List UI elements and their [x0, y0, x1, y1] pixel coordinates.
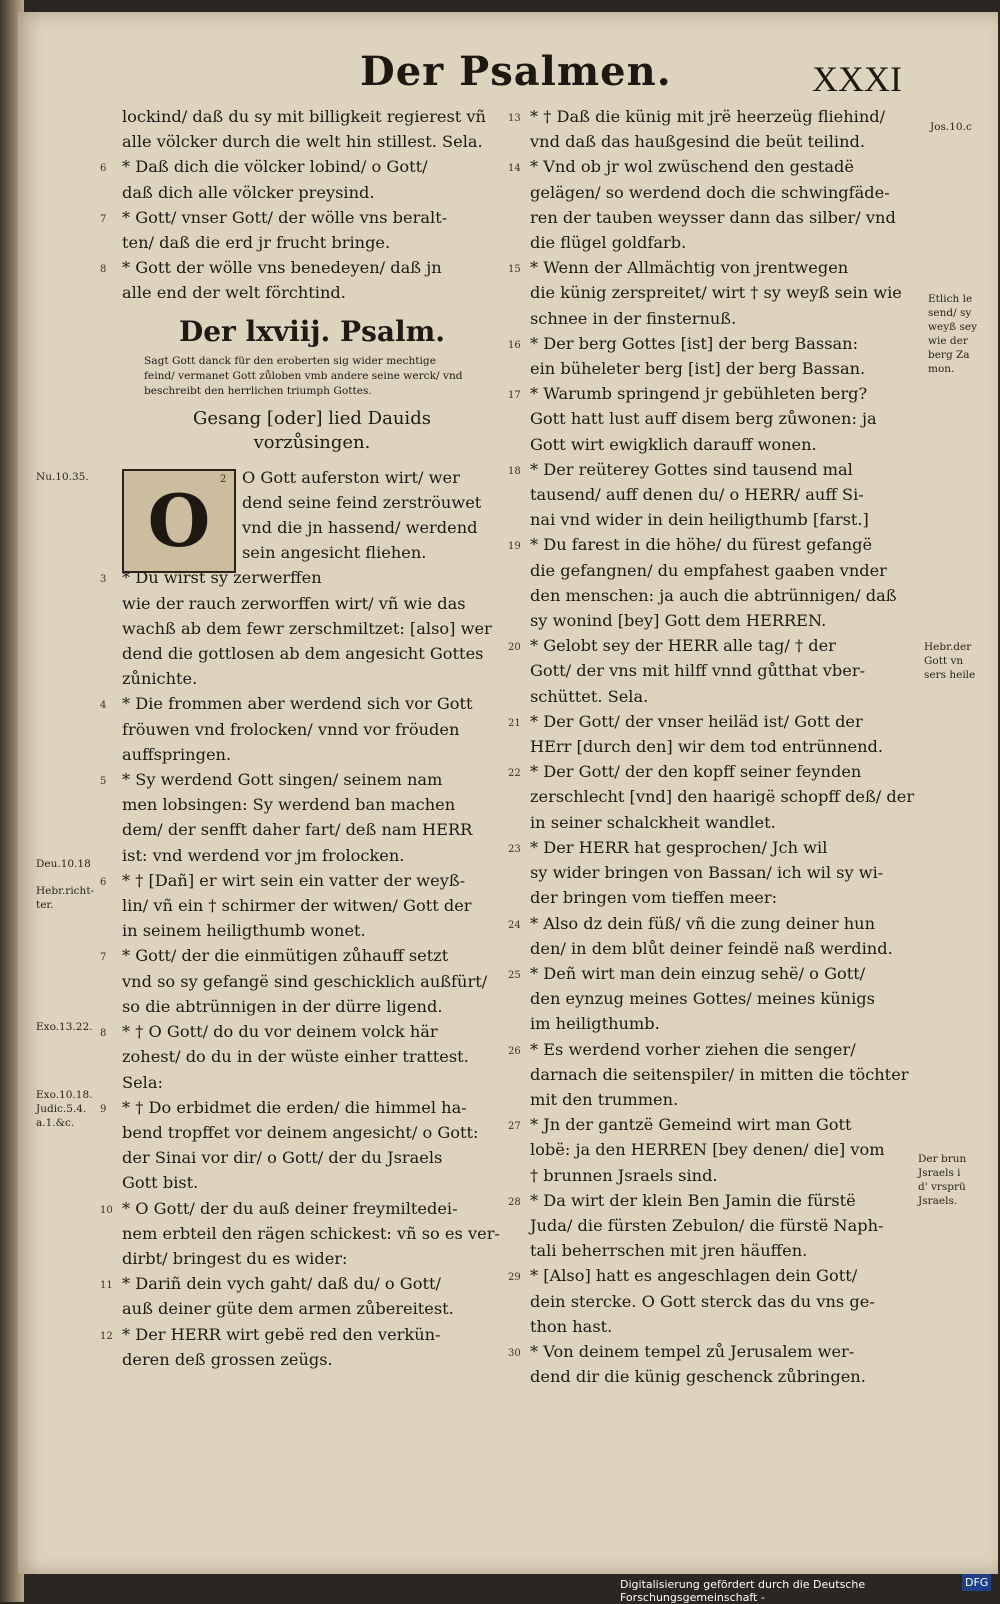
verse-initial [220, 465, 502, 566]
text-line: alle end der welt förchtind. [122, 283, 346, 303]
verse-number: 2 [220, 473, 227, 485]
text-line: zohest/ do du in der wüste einher trattest. [122, 1047, 469, 1067]
text-line: den/ in dem blůt deiner feindë naß werdind. [530, 938, 893, 958]
margin-note-line: a.1.&c. [36, 1117, 75, 1129]
margin-note-line: Judic.5.4. [36, 1103, 87, 1115]
verse-number: 10 [100, 1204, 113, 1216]
text-line: nem erbteil den rägen schickest: vñ so es ver- [122, 1223, 500, 1243]
text-line: daß dich alle völcker preysind. [122, 182, 375, 202]
text-line: auffspringen. [122, 744, 232, 764]
verse [100, 691, 502, 767]
verse-number: 22 [508, 768, 521, 780]
text-line: men lobsingen: Sy werdend ban machen [122, 795, 456, 815]
verse [508, 1339, 920, 1389]
verse [508, 835, 920, 911]
verse-number: 27 [508, 1121, 521, 1133]
text-line: dein stercke. O Gott sterck das du vns ge- [530, 1291, 875, 1311]
margin-note-line: ter. [36, 899, 54, 911]
text-line: * Der HERR wirt gebë red den verkün- [122, 1324, 441, 1344]
verse [122, 104, 502, 154]
verse-number: 23 [508, 843, 521, 855]
text-line: * Jn der gantzë Gemeind wirt man Gott [530, 1115, 852, 1135]
verse-number: 9 [100, 1103, 107, 1115]
verse [508, 759, 920, 835]
verse [508, 255, 920, 331]
text-line: zůnichte. [122, 669, 198, 689]
text-line: dend die gottlosen ab dem angesicht Gottes [122, 644, 484, 664]
text-line: beschreibt den herrlichen triumph Gottes. [144, 384, 372, 397]
verse [100, 205, 502, 255]
text-line: deren deß grossen zeügs. [122, 1349, 333, 1369]
verse [508, 1112, 920, 1188]
verse [508, 381, 920, 457]
verse-number: 29 [508, 1272, 521, 1284]
text-line: * Der HERR hat gesprochen/ Jch wil [530, 837, 828, 857]
verse-number: 16 [508, 339, 521, 351]
verse-number: 7 [100, 952, 107, 964]
text-line: Juda/ die fürsten Zebulon/ die fürstë Naph- [530, 1215, 884, 1235]
margin-note-line: send/ sy [928, 307, 972, 319]
text-line: * † O Gott/ do du vor deinem volck här [122, 1022, 438, 1042]
verse [100, 767, 502, 868]
text-line: vorzůsingen. [253, 431, 371, 453]
verse [100, 154, 502, 204]
verse-number: 13 [508, 113, 521, 124]
text-line: tausend/ auff denen du/ o HERR/ auff Si- [530, 485, 864, 505]
text-line: lockind/ daß du sy mit billigkeit regierest vñ [122, 107, 486, 126]
text-line: * † Daß die künig mit jrë heerzeüg fliehind/ [530, 107, 886, 126]
margin-note-line: weyß sey [928, 321, 978, 333]
text-line: * Du wirst sy zerwerffen [122, 568, 322, 588]
text-line: ein büheleter berg [ist] der berg Bassan. [530, 359, 866, 379]
margin-note-line: Etlich le [928, 293, 973, 305]
text-line: * Gelobt sey der HERR alle tag/ † der [530, 636, 836, 656]
initial-verse-block [122, 465, 502, 566]
text-line: der bringen vom tieffen meer: [530, 888, 778, 908]
margin-note-line: Hebr.der [924, 641, 972, 653]
text-line: der Sinai vor dir/ o Gott/ der du Jsraels [122, 1148, 443, 1168]
text-line: dend dir die künig geschenck zůbringen. [530, 1367, 866, 1387]
margin-note-line: mon. [928, 363, 955, 375]
verse-number: 30 [508, 1347, 521, 1359]
text-line: lin/ vñ ein † schirmer der witwen/ Gott der [122, 896, 472, 916]
text-line: * Warumb springend jr gebühleten berg? [530, 384, 868, 404]
folio-number: XXXI [812, 59, 902, 99]
verse [100, 943, 502, 1019]
text-line: † brunnen Jsraels sind. [530, 1165, 718, 1185]
decorated-initial [122, 469, 236, 573]
text-line: sy wonind [bey] Gott dem HERREN. [530, 611, 827, 631]
dfg-logo: DFG [962, 1574, 991, 1591]
text-line: bend tropffet vor deinem angesicht/ o Gott: [122, 1122, 479, 1142]
text-line: den eynzug meines Gottes/ meines künigs [530, 989, 875, 1009]
verse-number: 15 [508, 264, 521, 276]
text-line: * Von deinem tempel zů Jerusalem wer- [530, 1341, 855, 1361]
margin-note-line: wie der [928, 335, 968, 347]
text-line: Gott/ der vns mit hilff vnnd gůtthat vber- [530, 661, 866, 681]
text-line: alle völcker durch die welt hin stillest. Sela. [122, 132, 483, 152]
verse [508, 1188, 920, 1264]
verse-number: 25 [508, 969, 521, 981]
verse [508, 104, 920, 154]
initial-letter: O [147, 478, 211, 564]
text-line: * Deñ wirt man dein einzug sehë/ o Gott/ [530, 963, 866, 983]
text-line: ten/ daß die erd jr frucht bringe. [122, 233, 391, 253]
text-line: HErr [durch den] wir dem tod entrünnend. [530, 737, 884, 757]
verse-number: 20 [508, 642, 521, 654]
text-line: * Es werdend vorher ziehen die senger/ [530, 1039, 856, 1059]
left-verses-bottom [100, 565, 502, 1372]
text-line: * Gott der wölle vns benedeyen/ daß jn [122, 258, 442, 278]
text-line: im heiligthumb. [530, 1014, 660, 1034]
text-line: sy wider bringen von Bassan/ ich wil sy wi- [530, 863, 884, 883]
verse-number: 5 [100, 776, 107, 788]
verse [508, 633, 920, 709]
psalm-subheading [122, 407, 502, 455]
text-line: * Also dz dein füß/ vñ die zung deiner hun [530, 913, 876, 933]
margin-note-line: Jos.10.c [930, 121, 972, 133]
text-line: Sagt Gott danck für den eroberten sig wider mechtige [144, 354, 436, 367]
text-line: * Der reüterey Gottes sind tausend mal [530, 459, 853, 479]
text-line: schnee in der finsternuß. [530, 308, 737, 328]
text-line: O Gott auferston wirt/ wer [242, 467, 460, 487]
margin-note-right [924, 640, 975, 682]
margin-note-right [928, 292, 977, 376]
text-line: auß deiner güte dem armen zůbereitest. [122, 1299, 454, 1319]
text-line: * Der Gott/ der vnser heiläd ist/ Gott der [530, 711, 863, 731]
margin-note-line: Exo.13.22. [36, 1021, 93, 1033]
margin-note-line: Gott vn [924, 655, 964, 667]
verse [508, 154, 920, 255]
text-line: * Da wirt der klein Ben Jamin die fürstë [530, 1190, 856, 1210]
verse-number: 8 [100, 264, 107, 276]
margin-note-left [36, 884, 94, 912]
text-line: Gott wirt ewigklich darauff wonen. [530, 434, 817, 454]
margin-note-line: d' vrsprü [918, 1181, 966, 1193]
page-title: Der Psalmen. [360, 48, 672, 95]
text-line: dem/ der senfft daher fart/ deß nam HERR [122, 820, 473, 840]
psalm-summary [144, 354, 502, 399]
text-line: die flügel goldfarb. [530, 233, 687, 253]
verse [508, 1263, 920, 1339]
text-line: darnach die seitenspiler/ in mitten die töchter [530, 1064, 909, 1084]
text-line: * Die frommen aber werdend sich vor Gott [122, 694, 473, 714]
text-line: in seinem heiligthumb wonet. [122, 921, 366, 941]
verse-number: 6 [100, 163, 107, 175]
verse-number: 11 [100, 1280, 113, 1292]
verse [100, 255, 502, 305]
margin-note-line: Hebr.richt- [36, 885, 95, 897]
text-line: vnd die jn hassend/ werdend [242, 518, 478, 538]
right-column [508, 104, 920, 1389]
text-line: * [Also] hatt es angeschlagen dein Gott/ [530, 1266, 858, 1286]
verse [100, 1019, 502, 1095]
psalm-heading: Der lxviij. Psalm. [178, 314, 446, 348]
verse-number: 17 [508, 390, 521, 402]
verse [100, 1196, 502, 1272]
margin-note-line: Jsraels i [918, 1167, 961, 1179]
text-line: Gesang [oder] lied Dauids [193, 407, 431, 429]
text-line: Sela: [122, 1072, 163, 1092]
text-line: vnd so sy gefangë sind geschicklich außfürt/ [122, 971, 488, 991]
verse [100, 1322, 502, 1372]
verse [100, 565, 502, 691]
text-line: dend seine feind zerströuwet [242, 492, 482, 512]
verse [508, 1037, 920, 1113]
margin-note-right [930, 120, 972, 134]
verse [100, 868, 502, 944]
verse [508, 961, 920, 1037]
margin-note-left [36, 470, 89, 484]
margin-note-left [36, 857, 91, 871]
text-line: sein angesicht fliehen. [242, 543, 427, 563]
text-line: * Dariñ dein vych gaht/ daß du/ o Gott/ [122, 1274, 441, 1294]
text-line: * Gott/ der die einmütigen zůhauff setzt [122, 946, 449, 966]
text-line: vnd daß das haußgesind die beüt teilind. [530, 132, 866, 152]
verse-number: 28 [508, 1196, 521, 1208]
verse-number: 19 [508, 541, 521, 553]
text-line: * Du farest in die höhe/ du fürest gefangë [530, 535, 873, 555]
text-line: ren der tauben weysser dann das silber/ vnd [530, 207, 896, 227]
text-line: tali beherrschen mit jren häuffen. [530, 1241, 808, 1261]
margin-note-line: Exo.10.18. [36, 1089, 93, 1101]
text-line: * Sy werdend Gott singen/ seinem nam [122, 770, 443, 790]
text-line: wie der rauch zerworffen wirt/ vñ wie das [122, 593, 466, 613]
verse [100, 1271, 502, 1321]
verse-number: 24 [508, 919, 521, 931]
text-line: * Der berg Gottes [ist] der berg Bassan: [530, 333, 859, 353]
margin-note-line: berg Za [928, 349, 970, 361]
margin-note-line: sers heile [924, 669, 976, 681]
left-column [100, 104, 502, 1372]
text-line: * Der Gott/ der den kopff seiner feynden [530, 762, 862, 782]
margin-note-line: Deu.10.18 [36, 858, 91, 870]
text-line: mit den trummen. [530, 1089, 679, 1109]
verse [100, 1095, 502, 1196]
verse-number: 8 [100, 1028, 107, 1040]
margin-note-left [36, 1020, 92, 1034]
text-line: die gefangnen/ du empfahest gaaben vnder [530, 560, 887, 580]
text-line: wachß ab dem fewr zerschmiltzet: [also] wer [122, 618, 492, 638]
verse-number: 21 [508, 717, 521, 729]
text-line: * † [Dañ] er wirt sein ein vatter der weyß- [122, 870, 466, 890]
text-line: den menschen: ja auch die abtrünnigen/ daß [530, 585, 897, 605]
margin-note-line: Jsraels. [918, 1195, 958, 1207]
margin-note-right [918, 1152, 966, 1208]
right-verses [508, 104, 920, 1389]
verse [508, 457, 920, 533]
verse [508, 532, 920, 633]
verse-number: 14 [508, 163, 521, 175]
text-line: thon hast. [530, 1316, 613, 1336]
verse-number: 7 [100, 213, 107, 225]
text-line: die künig zerspreitet/ wirt † sy weyß sein wie [530, 283, 902, 303]
verse [508, 709, 920, 759]
left-verses-top [100, 104, 502, 306]
text-line: fröuwen vnd frolocken/ vnnd vor fröuden [122, 719, 460, 739]
text-line: in seiner schalckheit wandlet. [530, 812, 776, 832]
text-line: so die abtrünnigen in der dürre ligend. [122, 996, 443, 1016]
verse-number: 3 [100, 574, 107, 586]
text-line: zerschlecht [vnd] den haarigë schopff deß/ der [530, 787, 915, 807]
verse-number: 26 [508, 1045, 521, 1057]
text-line: * Daß dich die völcker lobind/ o Gott/ [122, 157, 428, 177]
text-line: nai vnd wider in dein heiligthumb [farst.] [530, 510, 869, 530]
margin-note-line: Der brun [918, 1153, 967, 1165]
text-line: * Vnd ob jr wol zwüschend den gestadë [530, 157, 854, 177]
text-line: feind/ vermanet Gott zůloben vmb andere seine werck/ vnd [144, 369, 463, 382]
digitization-credit: Digitalisierung gefördert durch die Deutsche Forschungsgemeinschaft - [620, 1578, 866, 1604]
text-line: gelägen/ so werdend doch die schwingfäde- [530, 182, 890, 202]
text-line: Gott bist. [122, 1173, 199, 1193]
verse-number: 12 [100, 1330, 113, 1342]
verse-number: 6 [100, 876, 107, 888]
text-line: ist: vnd werdend vor jm frolocken. [122, 845, 405, 865]
text-line: Gott hatt lust auff disem berg zůwonen: ja [530, 409, 877, 429]
text-line: lobë: ja den HERREN [bey denen/ die] vom [530, 1140, 885, 1160]
verse [508, 911, 920, 961]
margin-note-left [36, 1088, 92, 1130]
text-line: * Wenn der Allmächtig von jrentwegen [530, 258, 849, 278]
verse-number: 18 [508, 465, 521, 477]
verse [508, 331, 920, 381]
text-line: * Gott/ vnser Gott/ der wölle vns beralt- [122, 207, 448, 227]
text-line: * O Gott/ der du auß deiner freymiltedei- [122, 1198, 458, 1218]
verse-number: 4 [100, 700, 107, 712]
text-line: * † Do erbidmet die erden/ die himmel ha- [122, 1097, 467, 1117]
margin-note-line: Nu.10.35. [36, 471, 89, 483]
text-line: schüttet. Sela. [530, 686, 649, 706]
text-line: dirbt/ bringest du es wider: [122, 1248, 348, 1268]
